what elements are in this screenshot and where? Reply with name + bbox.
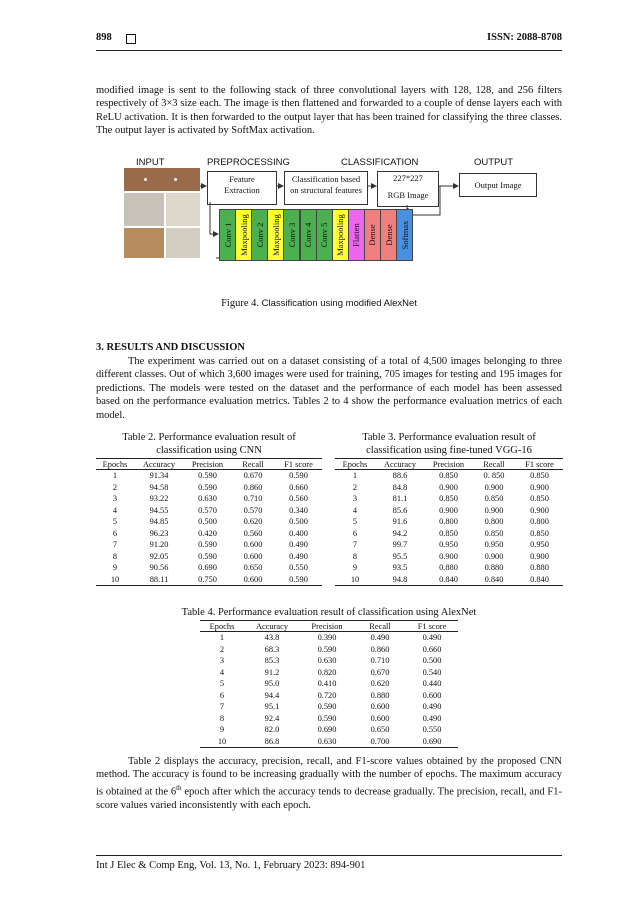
table-cell: 0.590 [317,644,337,654]
layer-9 [348,209,365,261]
table-cell: 0.840 [425,574,472,586]
table-cell: 0.800 [530,517,549,527]
table-cell: 92.05 [149,551,169,561]
table-cell: 0.880 [484,563,504,573]
table-row [200,713,458,725]
stage-classification: CLASSIFICATION [341,157,419,168]
table-cell: 0.630 [300,736,354,748]
layer-10 [364,209,381,261]
table-cell: 94.2 [392,528,408,538]
table-cell: 0.490 [422,713,442,723]
table-row [335,493,563,505]
table-cell: 0.590 [198,482,217,492]
layer-4 [267,209,284,261]
table-cell: 0.600 [370,702,390,712]
table-cell: 0.560 [289,494,308,504]
table-4-caption: Table 4. Performance evaluation result of classification using AlexNet [181,607,477,618]
table-row [96,470,322,482]
column-header: Recall [231,459,275,470]
table-cell: 0.840 [516,574,563,586]
layer-label: Maxpooling [270,214,281,256]
layer-label: Dense [367,224,378,246]
table-cell: 0.820 [317,667,337,677]
table-row [96,528,322,540]
table-cell: 0.620 [243,517,263,527]
table-row [200,667,458,679]
output-image-box: Output Image [459,173,537,197]
table-cell: 3 [352,494,358,504]
table-cell: 94.85 [149,517,169,527]
table-cell: 4 [112,505,118,515]
table-cell: 95.5 [392,551,408,561]
table-cell: 9 [219,725,225,735]
table-cell: 0.670 [370,667,390,677]
layer-6 [300,209,317,261]
column-header: F1 score [406,621,458,632]
table-3 [335,458,563,586]
column-header: Precision [300,621,354,632]
table-row [200,690,458,702]
table-cell: 0.950 [530,540,549,550]
table-cell: 0.850 [439,471,458,481]
layer-5 [283,209,300,261]
table-cell: 2 [352,482,358,492]
table-cell: 0.390 [317,633,337,643]
table-cell: 7 [112,540,118,550]
table-cell: 0.590 [317,702,337,712]
table-cell: 0.500 [422,656,442,666]
table-cell: 0.490 [422,633,442,643]
table-2-caption: Table 2. Performance evaluation result of classification using CNN [122,432,296,456]
table-row [96,539,322,551]
table-cell: 0.690 [317,725,337,735]
layer-1 [219,209,236,261]
intro-paragraph: modified image is sent to the following stack of three convolutional layers with 128, 128, and 256 filters respectively of 3×3 size each. The image is then flattened and forwarded to a couple of dense layers each with ReLU activation. It is then forwarded to the output layer that has been trained for classifying the three classes. The output layer is activated by SoftMax activation. [96,85,562,137]
figure-4-title: Classification using modified AlexNet [259,298,417,309]
stage-input: INPUT [136,157,165,168]
table-row [200,736,458,748]
table-cell: 8 [352,551,358,561]
table-cell: 91.2 [264,667,280,677]
layer-8 [332,209,349,261]
table-cell: 0.900 [439,551,458,561]
table-cell: 94.58 [149,482,169,492]
table-cell: 0.720 [317,690,337,700]
table-cell: 0.880 [370,690,390,700]
layer-label: Conv 4 [303,222,313,248]
rgb-size: 227*227 [393,173,423,183]
table-cell: 0.550 [422,725,442,735]
table-cell: 0.490 [370,633,390,643]
table-cell: 91.34 [149,471,169,481]
table-row [200,632,458,644]
table-cell: 0.590 [289,471,308,481]
table-cell: 91.6 [392,517,408,527]
table-cell: 0.630 [198,494,217,504]
section-3-heading: 3. RESULTS AND DISCUSSION [96,342,245,353]
layer-label: Dense [383,224,394,246]
table-cell: 93.5 [392,563,408,573]
table-cell: 85.3 [264,656,280,666]
table-cell: 91.20 [149,540,169,550]
table-cell: 8 [219,713,225,723]
column-header: Recall [354,621,406,632]
table-cell: 94.8 [375,574,425,586]
page-number: 898 [96,32,112,43]
table-cell: 0.900 [530,482,549,492]
table-cell: 95.0 [264,679,280,689]
table-cell: 0.590 [198,471,217,481]
table-cell: 0.660 [289,482,308,492]
table-cell: 9 [352,563,358,573]
table-row [96,574,322,586]
table-cell: 88.6 [392,471,408,481]
layer-label: Conv 2 [254,222,265,248]
table-cell: 0.340 [289,505,308,515]
table-cell: 0.800 [439,517,458,527]
table-cell: 6 [352,528,358,538]
table-cell: 6 [112,528,118,538]
table-row [96,493,322,505]
table-cell: 0.900 [439,505,458,515]
table-cell: 0.880 [439,563,458,573]
table-cell: 0.850 [530,528,549,538]
table-cell: 0.900 [530,551,549,561]
table-cell: 2 [219,644,225,654]
table-cell: 0.690 [198,563,217,573]
table-cell: 0.600 [370,713,390,723]
table-cell: 0.750 [184,574,231,586]
layer-label: Maxpooling [238,214,249,256]
table-row [96,551,322,563]
table-cell: 1 [352,471,358,481]
table-cell: 3 [219,656,225,666]
table-cell: 0.440 [422,679,442,689]
table-cell: 0.860 [370,644,390,654]
table-cell: 0.560 [243,528,263,538]
table-row [200,724,458,736]
classification-box: Classification based on structural features [284,171,368,205]
table-cell: 0.900 [439,482,458,492]
table-cell: 43.8 [264,633,280,643]
table-cell: 0.550 [289,563,308,573]
table-2 [96,458,322,586]
table-cell: 0.660 [422,644,442,654]
table-cell: 0.590 [275,574,322,586]
table-cell: 0.850 [530,494,549,504]
stage-output: OUTPUT [474,157,514,168]
closing-paragraph [96,755,562,812]
table-cell: 0.410 [317,679,337,689]
table-cell: 6 [219,690,225,700]
layer-2 [235,209,252,261]
feature-extraction-box: Feature Extraction [207,171,277,205]
closing-text-1: Table 2 displays the accuracy, precision, recall, and F1-score values obtained by the proposed CNN method. The accuracy is found to be increasing gradually with the number of epochs. The maximum accuracy is obtained at the 6 [96,756,562,798]
table-cell: 0.590 [317,713,337,723]
layer-11 [380,209,397,261]
table-cell: 81.1 [392,494,408,504]
table-cell: 10 [335,574,375,586]
layer-label: Flatten [351,223,362,247]
table-cell: 90.56 [149,563,169,573]
table-row [335,516,563,528]
table-cell: 0.800 [484,517,504,527]
column-header: F1 score [275,459,322,470]
table-cell: 0.570 [198,505,217,515]
table-cell: 0.630 [317,656,337,666]
column-header: Accuracy [244,621,300,632]
layer-3 [251,209,268,261]
column-header: Precision [184,459,231,470]
table-cell: 84.8 [392,482,408,492]
table-cell: 0.400 [289,528,308,538]
table-cell: 0.490 [289,540,308,550]
table-cell: 0. 850 [483,471,505,481]
table-row [335,539,563,551]
layer-label: Conv 5 [319,222,330,248]
table-row [200,678,458,690]
table-cell: 0.950 [439,540,458,550]
table-row [335,551,563,563]
column-header: Precision [425,459,472,470]
table-cell: 95.1 [264,702,280,712]
table-cell: 93.22 [149,494,169,504]
table-cell: 0.850 [439,494,458,504]
table-cell: 0.840 [472,574,516,586]
table-cell: 7 [219,702,225,712]
table-cell: 5 [219,679,225,689]
table-cell: 0.650 [370,725,390,735]
table-row [335,470,563,482]
layer-label: Conv 1 [222,222,233,248]
table-cell: 5 [352,517,358,527]
table-cell: 0.490 [289,551,308,561]
column-header: Epochs [335,459,375,470]
table-cell: 1 [112,471,118,481]
layer-label: Conv 3 [286,222,297,248]
table-cell: 96.23 [149,528,169,538]
table-row [96,482,322,494]
table-cell: 0.710 [243,494,263,504]
table-cell: 8 [112,551,118,561]
table-cell: 0.880 [530,563,549,573]
table-cell: 0.500 [198,517,217,527]
table-row [96,562,322,574]
table-cell: 92.4 [264,713,280,723]
table-cell: 0.490 [422,702,442,712]
figure-4-label: Figure 4. [221,298,260,309]
table-cell: 94.55 [149,505,169,515]
table-row [335,528,563,540]
table-cell: 0.860 [243,482,263,492]
table-cell: 88.11 [134,574,184,586]
table-cell: 0.950 [484,540,504,550]
table-cell: 0.600 [243,540,263,550]
table-cell: 0.620 [370,679,390,689]
table-row [96,505,322,517]
figure-4 [0,0,638,330]
table-cell: 0.900 [484,551,504,561]
table-cell: 9 [112,563,118,573]
table-3-caption: Table 3. Performance evaluation result of classification using fine-tuned VGG-16 [362,432,536,456]
layer-7 [316,209,333,261]
table-cell: 0.540 [422,667,442,677]
layer-12 [396,209,413,261]
table-4 [200,620,458,748]
table-cell: 0.590 [198,540,217,550]
table-row [200,655,458,667]
table-cell: 0.900 [484,482,504,492]
table-cell: 0.600 [243,551,263,561]
column-header: Accuracy [375,459,425,470]
table-cell: 0.500 [289,517,308,527]
table-cell: 0.420 [198,528,217,538]
table-cell: 82.0 [264,725,280,735]
table-row [335,562,563,574]
rgb-label: RGB Image [387,190,429,200]
table-row [200,701,458,713]
stage-preprocessing: PREPROCESSING [207,157,290,168]
table-cell: 0.690 [406,736,458,748]
table-cell: 0.600 [231,574,275,586]
section-3-paragraph: The experiment was carried out on a dataset consisting of a total of 4,500 images belonging to three different classes. Out of which 3,600 images were used for training, 705 images for testing and 195 images for predictions. The models were tested on the dataset and the performance of each model has been assessed based on the performance evaluation metrics. Tables 2 to 4 show the performance evaluation metrics of each model. [96,356,562,421]
table-row [96,516,322,528]
table-cell: 0.850 [530,471,549,481]
table-row [335,482,563,494]
table-cell: 10 [96,574,134,586]
table-row [200,644,458,656]
table-cell: 99.7 [392,540,408,550]
table-row [335,505,563,517]
table-cell: 0.850 [484,528,504,538]
issn: ISSN: 2088-8708 [487,32,562,43]
table-cell: 0.650 [243,563,263,573]
table-cell: 0.710 [370,656,390,666]
column-header: F1 score [516,459,563,470]
table-cell: 1 [219,633,225,643]
closing-text-2: epoch after which the accuracy tends to decrease gradually. The precision, recall, and F1-score values varied inconsistently with each epoch. [96,786,562,811]
figure-4-caption [0,298,638,309]
table-cell: 3 [112,494,118,504]
table-cell: 10 [200,736,244,748]
table-cell: 0.900 [530,505,549,515]
table-cell: 0.590 [198,551,217,561]
table-cell: 86.8 [244,736,300,748]
table-cell: 0.900 [484,505,504,515]
table-cell: 4 [352,505,358,515]
table-cell: 2 [112,482,118,492]
table-cell: 0.600 [422,690,442,700]
table-cell: 0.700 [354,736,406,748]
table-cell: 0.570 [243,505,263,515]
table-cell: 85.6 [392,505,408,515]
table-cell: 94.4 [264,690,280,700]
layer-label: Softmax [399,220,410,250]
closing-sup: th [176,783,182,792]
table-row [335,574,563,586]
table-cell: 0.670 [243,471,263,481]
table-cell: 4 [219,667,225,677]
table-cell: 5 [112,517,118,527]
footer-citation: Int J Elec & Comp Eng, Vol. 13, No. 1, February 2023: 894-901 [96,860,366,871]
table-cell: 0.850 [439,528,458,538]
table-cell: 7 [352,540,358,550]
column-header: Recall [472,459,516,470]
layer-label: Maxpooling [335,214,346,256]
footer-rule [96,855,562,856]
column-header: Accuracy [134,459,184,470]
table-cell: 68.3 [264,644,280,654]
table-cell: 0.850 [484,494,504,504]
column-header: Epochs [200,621,244,632]
column-header: Epochs [96,459,134,470]
